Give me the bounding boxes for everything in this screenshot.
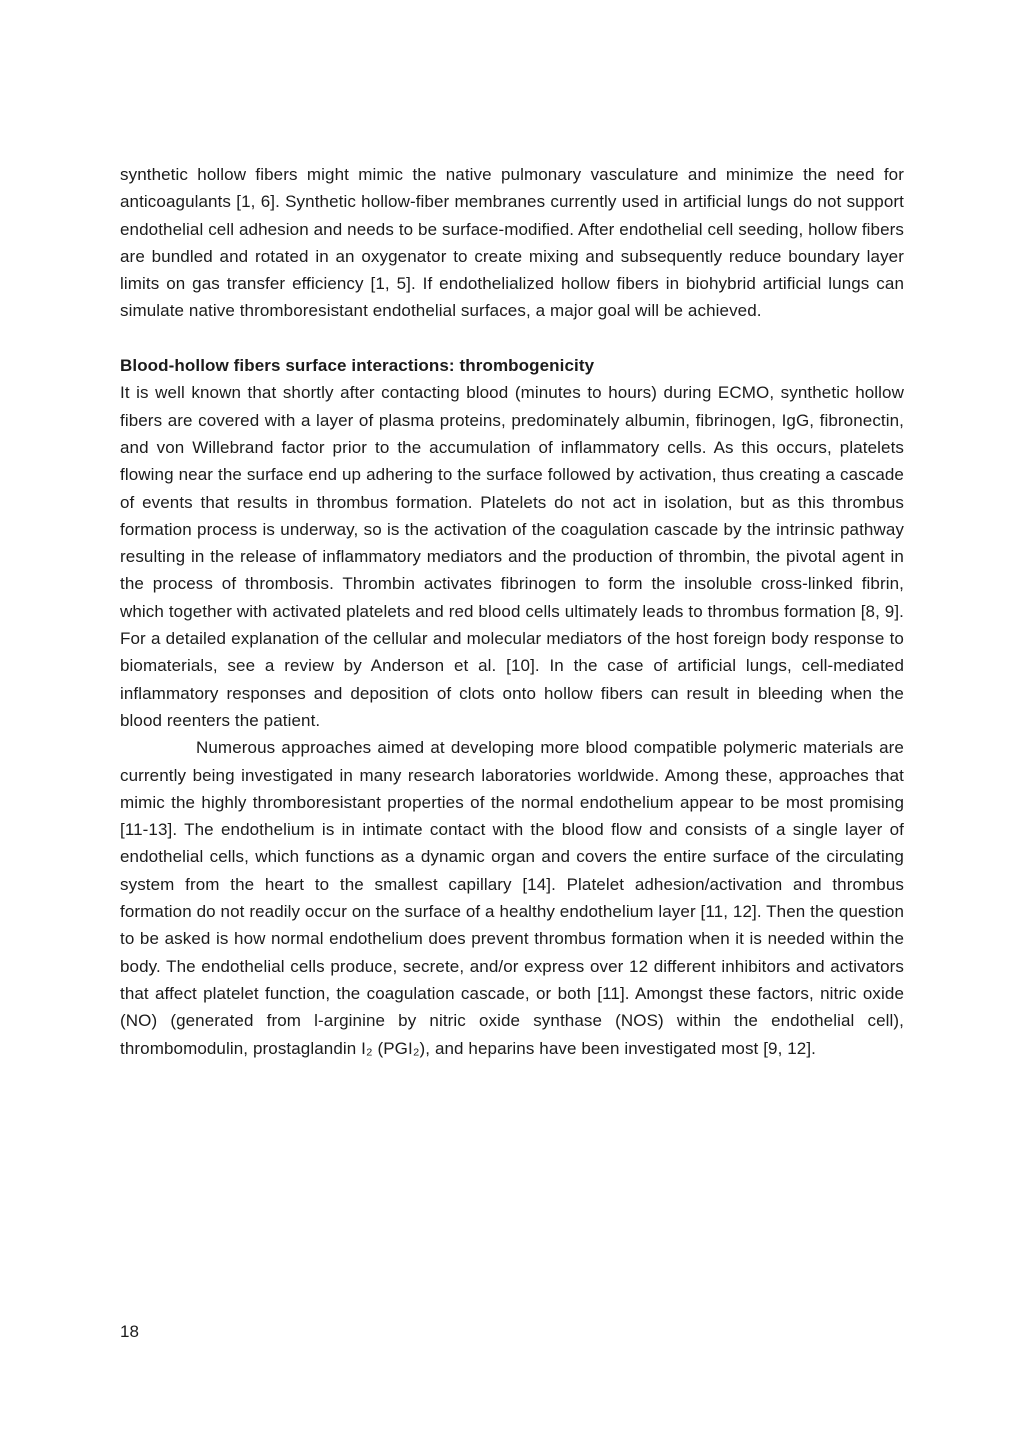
text-block	[120, 161, 904, 1062]
paragraph: Numerous approaches aimed at developing more blood compatible polymeric materials are currently being investigated in many research laboratories worldwide. Among these, approaches that mimic the highly thromboresistant properties of the normal endothelium appear to be most promising [11-13]. The endothelium is in intimate contact with the blood flow and consists of a single layer of endothelial cells, which functions as a dynamic organ and covers the entire surface of the circulating system from the heart to the smallest capillary [14]. Platelet adhesion/activation and thrombus formation do not readily occur on the surface of a healthy endothelium layer [11, 12]. Then the question to be asked is how normal endothelium does prevent thrombus formation when it is needed within the body. The endothelial cells produce, secrete, and/or express over 12 different inhibitors and activators that affect platelet function, the coagulation cascade, or both [11]. Amongst these factors, nitric oxide (NO) (generated from l-arginine by nitric oxide synthase (NOS) within the endothelial cell), thrombomodulin, prostaglandin I₂ (PGI₂), and heparins have been investigated most [9, 12].	[120, 738, 904, 1058]
page-number: 18	[120, 1322, 139, 1341]
paragraph: It is well known that shortly after contacting blood (minutes to hours) during ECMO, synthetic hollow fibers are covered with a layer of plasma proteins, predominately albumin, fibrinogen, IgG, fibronectin, and von Willebrand factor prior to the accumulation of inflammatory cells. As this occurs, platelets flowing near the surface end up adhering to the surface followed by activation, thus creating a cascade of events that results in thrombus formation. Platelets do not act in isolation, but as this thrombus formation process is underway, so is the activation of the coagulation cascade by the intrinsic pathway resulting in the release of inflammatory mediators and the production of thrombin, the pivotal agent in the process of thrombosis. Thrombin activates fibrinogen to form the insoluble cross-linked fibrin, which together with activated platelets and red blood cells ultimately leads to thrombus formation [8, 9]. For a detailed explanation of the cellular and molecular mediators of the host foreign body response to biomaterials, see a review by Anderson et al. [10]. In the case of artificial lungs, cell-mediated inflammatory responses and deposition of clots onto hollow fibers can result in bleeding when the blood reenters the patient.	[120, 383, 904, 730]
section-heading: Blood-hollow fibers surface interactions: thrombogenicity	[120, 356, 595, 376]
paragraph: synthetic hollow fibers might mimic the native pulmonary vasculature and minimize the need for anticoagulants [1, 6]. Synthetic hollow-fiber membranes currently used in artificial lungs do not support endothelial cell adhesion and needs to be surface-modified. After endothelial cell seeding, hollow fibers are bundled and rotated in an oxygenator to create mixing and subsequently reduce boundary layer limits on gas transfer efficiency [1, 5]. If endothelialized hollow fibers in biohybrid artificial lungs can simulate native thromboresistant endothelial surfaces, a major goal will be achieved.	[120, 165, 904, 321]
